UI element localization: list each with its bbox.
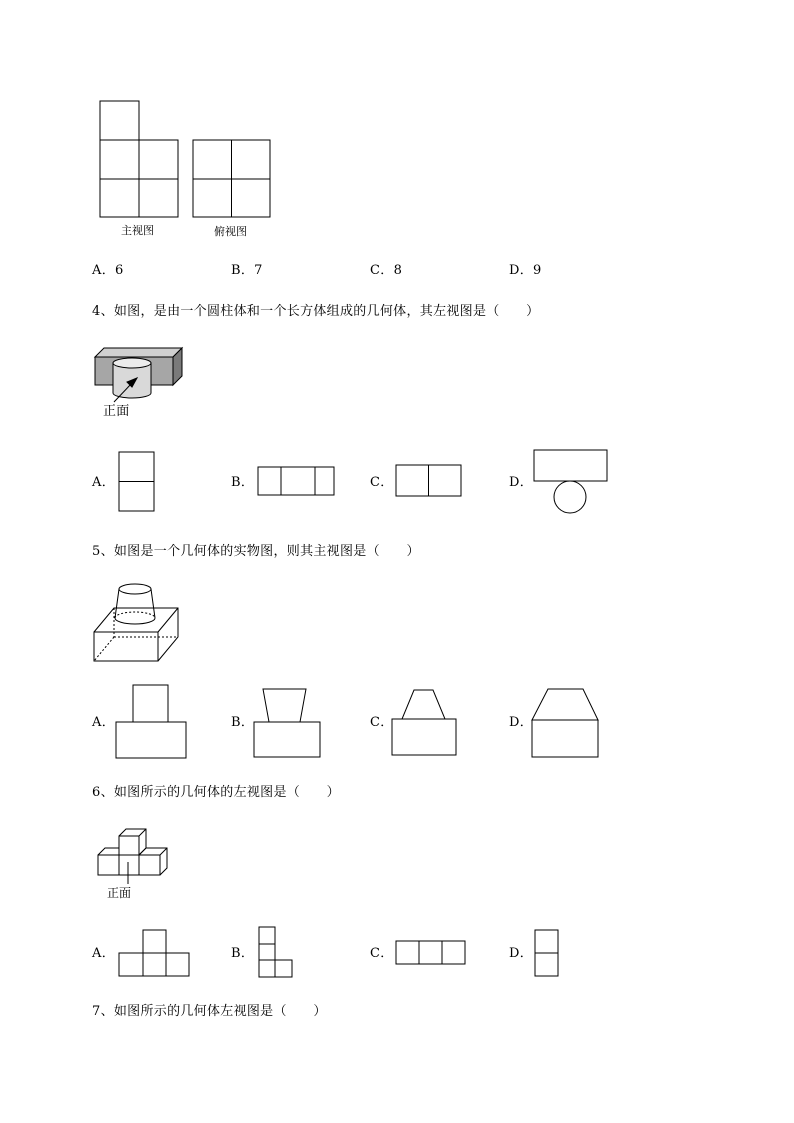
q3-option-c[interactable]: C．8: [370, 263, 403, 278]
q5-option-c-label[interactable]: C．: [370, 715, 394, 730]
q4-option-d-label[interactable]: D．: [509, 475, 534, 490]
q5-option-d-label[interactable]: D．: [509, 715, 534, 730]
q4-question-text: 4、如图，是由一个圆柱体和一个长方体组成的几何体，其左视图是（ ）: [92, 304, 540, 319]
q7-question-text: 7、如图所示的几何体左视图是（ ）: [92, 1004, 327, 1019]
q4-option-b-label[interactable]: B．: [231, 475, 255, 490]
q5-question-text: 5、如图是一个几何体的实物图，则其主视图是（ ）: [92, 544, 420, 559]
q3-option-a[interactable]: A．6: [92, 263, 124, 278]
q4-option-a-label[interactable]: A．: [92, 475, 115, 490]
q5-option-b-label[interactable]: B．: [231, 715, 255, 730]
q6-option-d-figure[interactable]: [0, 0, 1, 1]
top-view-label: 俯视图: [214, 225, 247, 238]
q4-front-label: 正面: [103, 404, 130, 419]
q6-option-a-label[interactable]: A．: [92, 946, 115, 961]
q6-option-c-label[interactable]: C．: [370, 946, 394, 961]
q6-option-d-label[interactable]: D．: [509, 946, 534, 961]
q4-option-c-label[interactable]: C．: [370, 475, 394, 490]
front-view-label: 主视图: [121, 224, 154, 237]
q3-option-b[interactable]: B．7: [231, 263, 263, 278]
q5-option-a-label[interactable]: A．: [92, 715, 115, 730]
q6-option-b-label[interactable]: B．: [231, 946, 255, 961]
q3-option-d[interactable]: D．9: [509, 263, 542, 278]
q6-question-text: 6、如图所示的几何体的左视图是（ ）: [92, 785, 340, 800]
q6-front-label: 正面: [107, 886, 132, 900]
